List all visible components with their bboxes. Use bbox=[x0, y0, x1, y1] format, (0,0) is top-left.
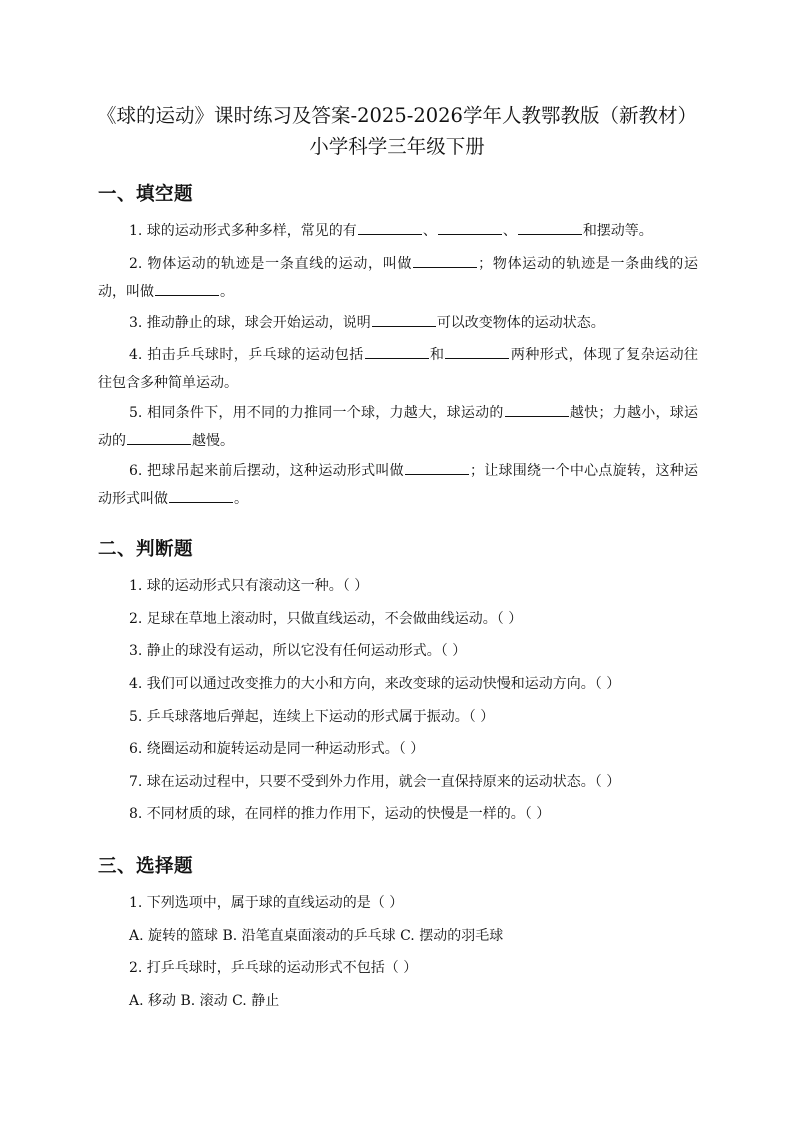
section-heading-judge: 二、判断题 bbox=[98, 539, 194, 560]
fill-question-3 bbox=[98, 309, 698, 337]
fill-q5-text-c: 越慢。 bbox=[192, 433, 234, 449]
judge-question-5: 5. 乒乓球落地后弹起，连续上下运动的形式属于振动。（ ） bbox=[129, 709, 495, 725]
fill-q1-text-b: 、 bbox=[422, 223, 437, 239]
fill-q6-text-a: 6. 把球吊起来前后摆动，这种运动形式叫做 bbox=[129, 463, 404, 479]
judge-question-6: 6. 绕圈运动和旋转运动是同一种运动形式。（ ） bbox=[129, 741, 425, 757]
fill-q6-text-b: ；让球围绕一个中心点旋转，这种运动形式叫做 bbox=[98, 463, 699, 507]
fill-q2-text-a: 2. 物体运动的轨迹是一条直线的运动，叫做 bbox=[129, 256, 413, 272]
answer-blank bbox=[155, 280, 219, 296]
answer-blank bbox=[127, 429, 191, 445]
choice-question-1: 1. 下列选项中，属于球的直线运动的是（ ） bbox=[129, 895, 404, 911]
answer-blank bbox=[505, 401, 569, 417]
section-heading-choice: 三、选择题 bbox=[98, 856, 194, 877]
choice-question-2-options: A. 移动 B. 滚动 C. 静止 bbox=[129, 993, 280, 1009]
answer-blank bbox=[372, 311, 436, 327]
answer-blank bbox=[169, 487, 233, 503]
fill-q3-text-a: 3. 推动静止的球，球会开始运动，说明 bbox=[129, 315, 371, 331]
fill-q3-text-b: 可以改变物体的运动状态。 bbox=[436, 315, 605, 331]
answer-blank bbox=[405, 459, 469, 475]
fill-q1-text-a: 1. 球的运动形式多种多样，常见的有 bbox=[129, 223, 357, 239]
fill-question-4 bbox=[98, 341, 698, 397]
fill-q2-text-b: ；物体运动的轨迹是一条曲线的运动，叫做 bbox=[98, 256, 699, 300]
fill-question-1 bbox=[98, 217, 698, 245]
fill-q1-text-c: 、 bbox=[502, 223, 517, 239]
fill-q4-text-c: 两种形式，体现了复杂运动往往包含多种简单运动。 bbox=[98, 347, 699, 391]
answer-blank bbox=[438, 219, 502, 235]
answer-blank bbox=[413, 252, 477, 268]
fill-q1-text-d: 和摆动等。 bbox=[582, 223, 653, 239]
fill-question-6 bbox=[98, 457, 698, 513]
answer-blank bbox=[358, 219, 422, 235]
answer-blank bbox=[518, 219, 582, 235]
fill-q2-text-c: 。 bbox=[220, 284, 234, 300]
choice-question-1-options: A. 旋转的篮球 B. 沿笔直桌面滚动的乒乓球 C. 摆动的羽毛球 bbox=[129, 928, 504, 944]
fill-question-2 bbox=[98, 250, 698, 306]
fill-q5-text-b: 越快；力越小，球运动的 bbox=[98, 405, 699, 449]
judge-question-2: 2. 足球在草地上滚动时，只做直线运动，不会做曲线运动。（ ） bbox=[129, 611, 523, 627]
choice-question-2: 2. 打乒乓球时，乒乓球的运动形式不包括（ ） bbox=[129, 960, 418, 976]
fill-q6-text-c: 。 bbox=[234, 491, 248, 507]
judge-question-3: 3. 静止的球没有运动，所以它没有任何运动形式。（ ） bbox=[129, 643, 467, 659]
judge-question-8: 8. 不同材质的球，在同样的推力作用下，运动的快慢是一样的。（ ） bbox=[129, 806, 551, 822]
judge-question-4: 4. 我们可以通过改变推力的大小和方向，来改变球的运动快慢和运动方向。（ ） bbox=[129, 676, 621, 692]
answer-blank bbox=[445, 343, 509, 359]
fill-question-5 bbox=[98, 399, 698, 455]
section-heading-fill: 一、填空题 bbox=[98, 184, 194, 205]
fill-q5-text-a: 5. 相同条件下，用不同的力推同一个球，力越大，球运动的 bbox=[129, 405, 504, 421]
judge-question-7: 7. 球在运动过程中，只要不受到外力作用，就会一直保持原来的运动状态。（ ） bbox=[129, 774, 621, 790]
document-title: 《球的运动》课时练习及答案-2025-2026学年人教鄂教版（新教材） 小学科学三年级下册 bbox=[97, 104, 697, 158]
fill-q4-text-a: 4. 拍击乒乓球时，乒乓球的运动包括 bbox=[129, 347, 364, 363]
answer-blank bbox=[365, 343, 429, 359]
judge-question-1: 1. 球的运动形式只有滚动这一种。（ ） bbox=[129, 578, 369, 594]
fill-q4-text-b: 和 bbox=[429, 347, 445, 363]
